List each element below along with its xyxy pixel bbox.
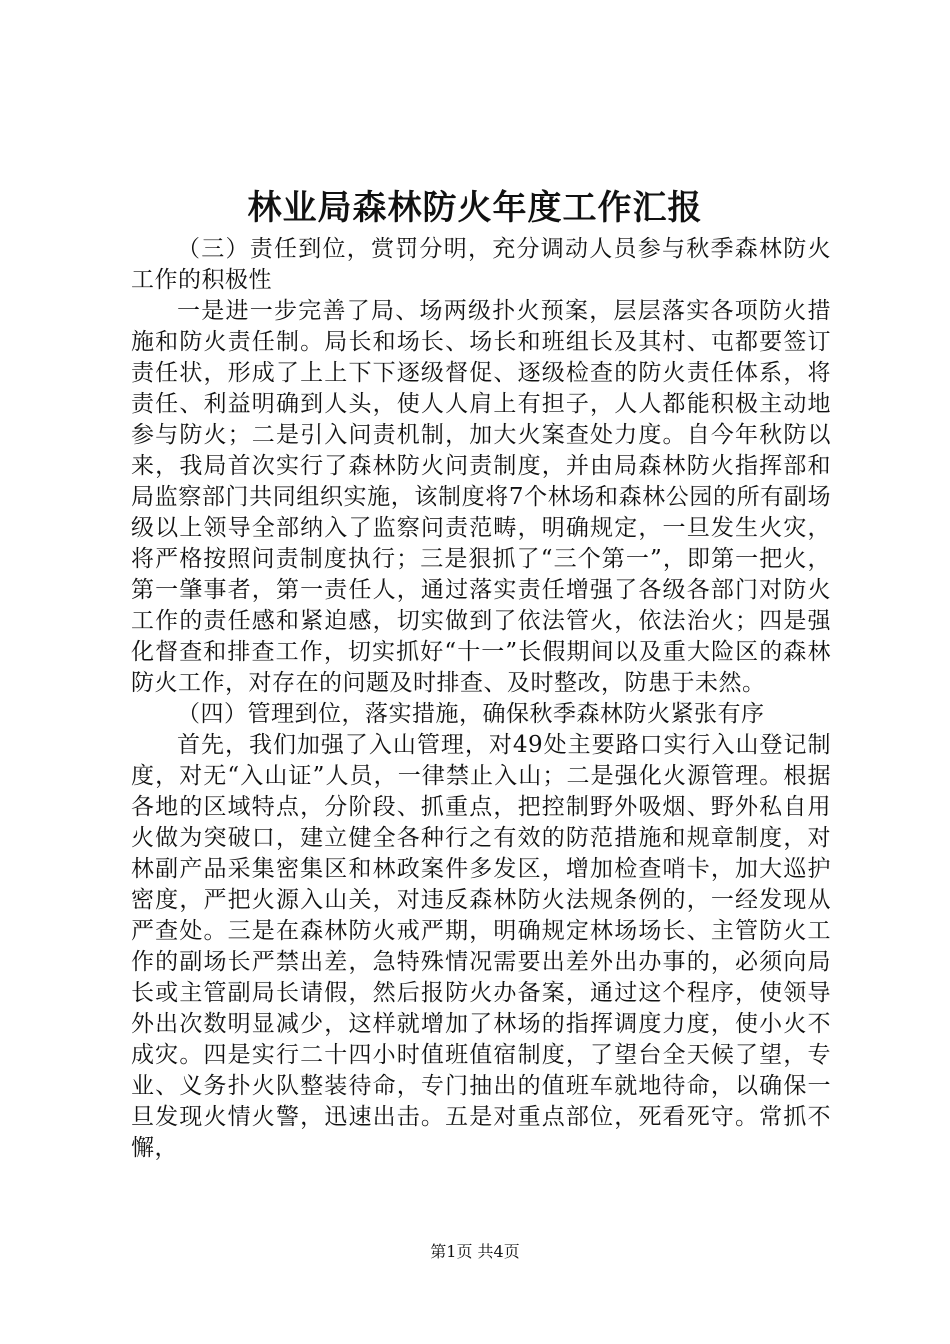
page-number-footer: 第1页 共4页 [430,1242,520,1261]
section-heading-3: （三）责任到位，赏罚分明，充分调动人员参与秋季森林防火工作的积极性 [131,236,831,293]
page-title: 林业局森林防火年度工作汇报 [247,188,703,228]
section-heading-4: （四）管理到位，落实措施，确保秋季森林防火紧张有序 [177,701,765,727]
document-body [131,234,831,1164]
paragraph: 首先，我们加强了入山管理，对49处主要路口实行入山登记制度，对无“入山证”人员，一律禁止入山；二是强化火源管理。根据各地的区域特点，分阶段、抓重点，把控制野外吸烟、野外私自用火做为突破口，建立健全各种行之有效的防范措施和规章制度，对林副产品采集密集区和林政案件多发区，增加检查哨卡，加大巡护密度，严把火源入山关，对违反森林防火法规条例的，一经发现从严查处。三是在森林防火戒严期，明确规定林场场长、主管防火工作的副场长严禁出差，急特殊情况需要出差外出办事的，必须向局长或主管副局长请假，然后报防火办备案，通过这个程序，使领导外出次数明显减少，这样就增加了林场的指挥调度力度，使小火不成灾。四是实行二十四小时值班值宿制度，了望台全天候了望，专业、义务扑火队整装待命，专门抽出的值班车就地待命，以确保一旦发现火情火警，迅速出击。五是对重点部位，死看死守。常抓不懈， [131,732,831,1161]
paragraph: 一是进一步完善了局、场两级扑火预案，层层落实各项防火措施和防火责任制。局长和场长、场长和班组长及其村、屯都要签订责任状，形成了上上下下逐级督促、逐级检查的防火责任体系，将责任、利益明确到人头，使人人肩上有担子，人人都能积极主动地参与防火；二是引入问责机制，加大火案查处力度。自今年秋防以来，我局首次实行了森林防火问责制度，并由局森林防火指挥部和局监察部门共同组织实施，该制度将7个林场和森林公园的所有副场级以上领导全部纳入了监察问责范畴，明确规定，一旦发生火灾，将严格按照问责制度执行；三是狠抓了“三个第一”，即第一把火，第一肇事者，第一责任人，通过落实责任增强了各级各部门对防火工作的责任感和紧迫感，切实做到了依法管火，依法治火；四是强化督查和排查工作，切实抓好“十一”长假期间以及重大险区的森林防火工作，对存在的问题及时排查、及时整改，防患于未然。 [131,298,831,696]
